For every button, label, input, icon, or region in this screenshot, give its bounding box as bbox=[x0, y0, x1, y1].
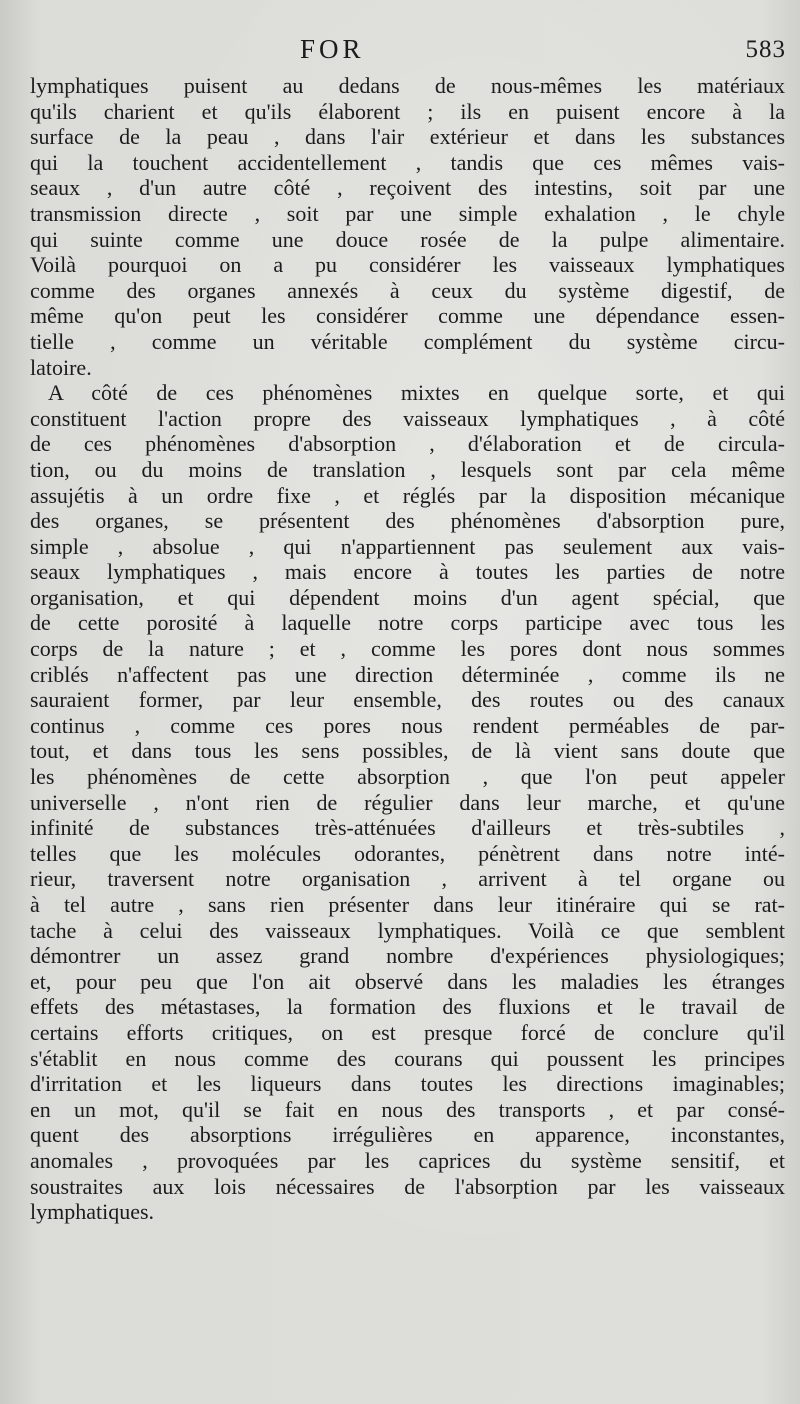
text-line: démontrer un assez grand nombre d'expériences physiologiques; bbox=[30, 943, 785, 969]
text-line: qui suinte comme une douce rosée de la pulpe alimentaire. bbox=[30, 226, 785, 252]
text-line: quent des absorptions irrégulières en apparence, inconstantes, bbox=[30, 1122, 785, 1148]
text-line: de cette porosité à laquelle notre corps participe avec tous les bbox=[30, 610, 785, 636]
text-line: anomales , provoquées par les caprices du système sensitif, et bbox=[30, 1147, 785, 1173]
text-line: seaux , d'un autre côté , reçoivent des intestins, soit par une bbox=[30, 175, 785, 201]
text-line: les phénomènes de cette absorption , que l'on peut appeler bbox=[30, 764, 785, 790]
text-line: même qu'on peut les considérer comme une dépendance essen- bbox=[30, 303, 785, 329]
text-line: universelle , n'ont rien de régulier dans leur marche, et qu'une bbox=[30, 789, 785, 815]
text-line: corps de la nature ; et , comme les pores dont nous sommes bbox=[30, 636, 785, 662]
text-line: sauraient former, par leur ensemble, des routes ou des canaux bbox=[30, 687, 785, 713]
text-line: infinité de substances très-atténuées d'ailleurs et très-subtiles , bbox=[30, 815, 785, 841]
paragraph-end-line: latoire. bbox=[30, 354, 92, 380]
text-line: certains efforts critiques, on est presque forcé de conclure qu'il bbox=[30, 1019, 785, 1045]
text-line: à tel autre , sans rien présenter dans leur itinéraire qui se rat- bbox=[30, 892, 785, 917]
text-line: simple , absolue , qui n'appartiennent pas seulement aux vais- bbox=[30, 533, 785, 559]
body-text bbox=[30, 73, 785, 1225]
page-number: 583 bbox=[745, 36, 786, 63]
paragraph-end-line: lymphatiques. bbox=[30, 1199, 155, 1225]
text-line: tache à celui des vaisseaux lymphatiques. Voilà ce que semblent bbox=[30, 917, 785, 943]
text-line: d'irritation et les liqueurs dans toutes les directions imaginables; bbox=[30, 1071, 785, 1097]
text-line: soustraites aux lois nécessaires de l'absorption par les vaisseaux bbox=[30, 1173, 785, 1199]
text-line: s'établit en nous comme des courans qui poussent les principes bbox=[30, 1045, 785, 1071]
text-line: qu'ils charient et qu'ils élaborent ; ils en puisent encore à la bbox=[30, 98, 785, 124]
text-line: assujétis à un ordre fixe , et réglés par la disposition mécanique bbox=[30, 482, 785, 508]
text-line: transmission directe , soit par une simple exhalation , le chyle bbox=[30, 200, 785, 226]
text-line: tielle , comme un véritable complément du système circu- bbox=[30, 328, 785, 354]
running-head-title: FOR bbox=[300, 34, 365, 64]
text-line: seaux lymphatiques , mais encore à toutes les parties de notre bbox=[30, 559, 785, 585]
text-line: Voilà pourquoi on a pu considérer les vaisseaux lymphatiques bbox=[30, 252, 785, 278]
text-line: de ces phénomènes d'absorption , d'élaboration et de circula- bbox=[30, 431, 785, 457]
text-line: lymphatiques puisent au dedans de nous-mêmes les matériaux bbox=[30, 73, 785, 98]
text-line: surface de la peau , dans l'air extérieur et dans les substances bbox=[30, 124, 785, 150]
text-line: en un mot, qu'il se fait en nous des transports , et par consé- bbox=[30, 1096, 785, 1122]
text-line: des organes, se présentent des phénomènes d'absorption pure, bbox=[30, 508, 785, 534]
text-line: tout, et dans tous les sens possibles, de là vient sans doute que bbox=[30, 738, 785, 764]
text-line: comme des organes annexés à ceux du système digestif, de bbox=[30, 277, 785, 303]
text-line: qui la touchent accidentellement , tandis que ces mêmes vais- bbox=[30, 149, 785, 175]
paragraph-start-line: A côté de ces phénomènes mixtes en quelque sorte, et qui bbox=[48, 380, 785, 406]
text-line: rieur, traversent notre organisation , arrivent à tel organe ou bbox=[30, 866, 785, 892]
text-line: tion, ou du moins de translation , lesquels sont par cela même bbox=[30, 456, 785, 482]
text-line: organisation, et qui dépendent moins d'un agent spécial, que bbox=[30, 584, 785, 610]
text-line: telles que les molécules odorantes, pénètrent dans notre inté- bbox=[30, 840, 785, 866]
text-line: et, pour peu que l'on ait observé dans les maladies les étranges bbox=[30, 968, 785, 994]
text-line: constituent l'action propre des vaisseaux lymphatiques , à côté bbox=[30, 405, 785, 431]
text-line: continus , comme ces pores nous rendent perméables de par- bbox=[30, 712, 785, 738]
text-line: criblés n'affectent pas une direction déterminée , comme ils ne bbox=[30, 661, 785, 687]
running-head bbox=[0, 34, 800, 70]
text-line: effets des métastases, la formation des fluxions et le travail de bbox=[30, 994, 785, 1020]
